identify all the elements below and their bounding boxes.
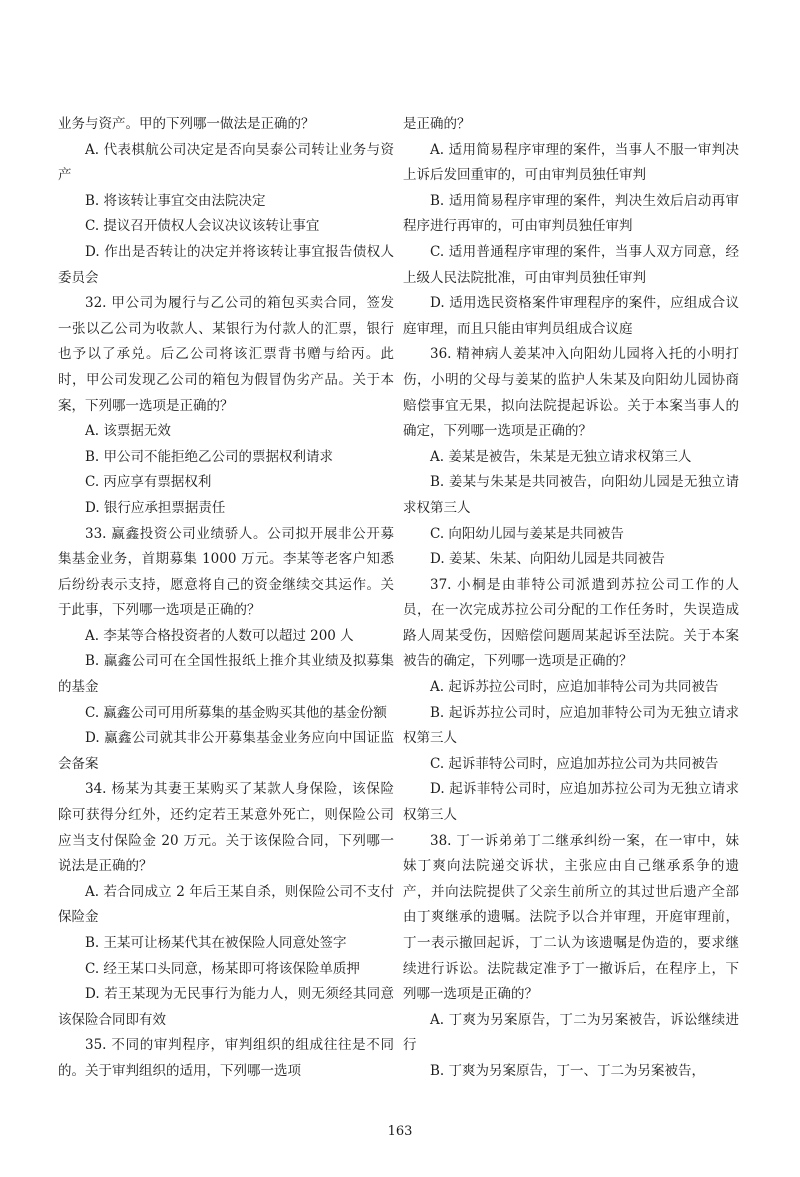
- paragraph: C. 提议召开债权人会议决议该转让事宜: [85, 218, 320, 235]
- paragraph: B. 王某可让杨某代其在被保险人同意处签字: [85, 935, 347, 951]
- paragraph: B. 适用简易程序审理的案件，判决生效后启动再审程序进行再审的，可由审判员独任审判: [403, 192, 739, 235]
- paragraph: 36. 精神病人姜某冲入向阳幼儿园将入托的小明打伤，小明的父母与姜某的监护人朱某及向阳幼儿园协商赔偿事宜无果，拟向法院提起诉讼。关于本案当事人的确定，下列哪一选项是正确的？: [403, 346, 739, 440]
- paragraph: A. 丁爽为另案原告，丁二为另案被告，诉讼继续进行: [403, 1011, 739, 1054]
- paragraph: B. 赢鑫公司可在全国性报纸上推介其业绩及拟募集的基金: [58, 653, 394, 696]
- paragraph: A. 该票据无效: [85, 423, 171, 440]
- paragraph: C. 经王某口头同意，杨某即可将该保险单质押: [85, 960, 360, 977]
- paragraph: 是正确的？: [403, 116, 471, 132]
- right-column: [403, 112, 739, 1085]
- paragraph: A. 代表棋航公司决定是否向昊泰公司转让业务与资产: [58, 141, 394, 184]
- paragraph: A. 李某等合格投资者的人数可以超过 200 人: [85, 627, 354, 644]
- paragraph: 35. 不同的审判程序，审判组织的组成往往是不同的。关于审判组织的适用，下列哪一选项: [58, 1037, 394, 1079]
- paragraph: C. 适用普通程序审理的案件，当事人双方同意，经上级人民法院批准，可由审判员独任审判: [403, 243, 739, 286]
- paragraph: A. 姜某是被告，朱某是无独立请求权第三人: [430, 448, 692, 465]
- left-column: [58, 112, 394, 1085]
- paragraph: A. 若合同成立 2 年后王某自杀，则保险公司不支付保险金: [58, 883, 394, 926]
- paragraph: B. 起诉苏拉公司时，应追加菲特公司为无独立请求权第三人: [403, 704, 739, 747]
- paragraph: D. 作出是否转让的决定并将该转让事宜报告债权人委员会: [58, 243, 394, 286]
- paragraph: 34. 杨某为其妻王某购买了某款人身保险，该保险除可获得分红外，还约定若王某意外死亡，则保险公司应当支付保险金 20 万元。关于该保险合同，下列哪一说法是正确的？: [58, 781, 394, 875]
- paragraph: 38. 丁一诉弟弟丁二继承纠纷一案，在一审中，妹妹丁爽向法院递交诉状，主张应由自己继承系争的遗产，并向法院提供了父亲生前所立的其过世后遗产全部由丁爽继承的遗嘱。法院予以合并审理，开庭审理前，丁一表示撤回起诉，丁二认为该遗嘱是伪造的，要求继续进行诉讼。法院裁定准予丁一撤诉后，在程序上，下列哪一选项是正确的？: [403, 832, 739, 1003]
- paragraph: C. 向阳幼儿园与姜某是共同被告: [430, 525, 624, 542]
- paragraph: B. 姜某与朱某是共同被告，向阳幼儿园是无独立请求权第三人: [403, 474, 739, 516]
- paragraph: 37. 小桐是由菲特公司派遣到苏拉公司工作的人员，在一次完成苏拉公司分配的工作任务时，失误造成路人周某受伤，因赔偿问题周某起诉至法院。关于本案被告的确定，下列哪一选项是正确的？: [403, 576, 739, 670]
- paragraph: B. 将该转让事宜交由法院决定: [85, 192, 266, 209]
- paragraph: D. 若王某现为无民事行为能力人，则无须经其同意该保险合同即有效: [58, 986, 394, 1028]
- paragraph: B. 甲公司不能拒绝乙公司的票据权利请求: [85, 448, 334, 465]
- page-number: 163: [387, 1124, 413, 1139]
- paragraph: D. 姜某、朱某、向阳幼儿园是共同被告: [430, 551, 665, 568]
- paragraph: C. 赢鑫公司可用所募集的基金购买其他的基金份额: [85, 704, 387, 721]
- paragraph: A. 适用简易程序审理的案件，当事人不服一审判决上诉后发回重审的，可由审判员独任审判: [403, 141, 739, 184]
- paragraph: D. 银行应承担票据责任: [85, 499, 226, 516]
- paragraph: 业务与资产。甲的下列哪一做法是正确的？: [58, 116, 315, 132]
- paragraph: D. 赢鑫公司就其非公开募集基金业务应向中国证监会备案: [58, 730, 394, 772]
- paragraph: C. 起诉菲特公司时，应追加苏拉公司为共同被告: [430, 755, 719, 772]
- paragraph: C. 丙应享有票据权利: [85, 474, 212, 491]
- paragraph: A. 起诉苏拉公司时，应追加菲特公司为共同被告: [430, 679, 719, 696]
- paragraph: 32. 甲公司为履行与乙公司的箱包买卖合同，签发一张以乙公司为收款人、某银行为付款人的汇票，银行也予以了承兑。后乙公司将该汇票背书赠与给丙。此时，甲公司发现乙公司的箱包为假冒伪劣产品。关于本案，下列哪一选项是正确的？: [58, 295, 394, 414]
- paragraph: B. 丁爽为另案原告，丁一、丁二为另案被告，: [430, 1062, 706, 1079]
- paragraph: D. 适用选民资格案件审理程序的案件，应组成合议庭审理，而且只能由审判员组成合议庭: [403, 295, 739, 337]
- paragraph: D. 起诉菲特公司时，应追加苏拉公司为无独立请求权第三人: [403, 781, 739, 824]
- paragraph: 33. 赢鑫投资公司业绩骄人。公司拟开展非公开募集基金业务，首期募集 1000 万元。李某等老客户知悉后纷纷表示支持，愿意将自己的资金继续交其运作。关于此事，下列哪一选项是正确的？: [58, 525, 394, 619]
